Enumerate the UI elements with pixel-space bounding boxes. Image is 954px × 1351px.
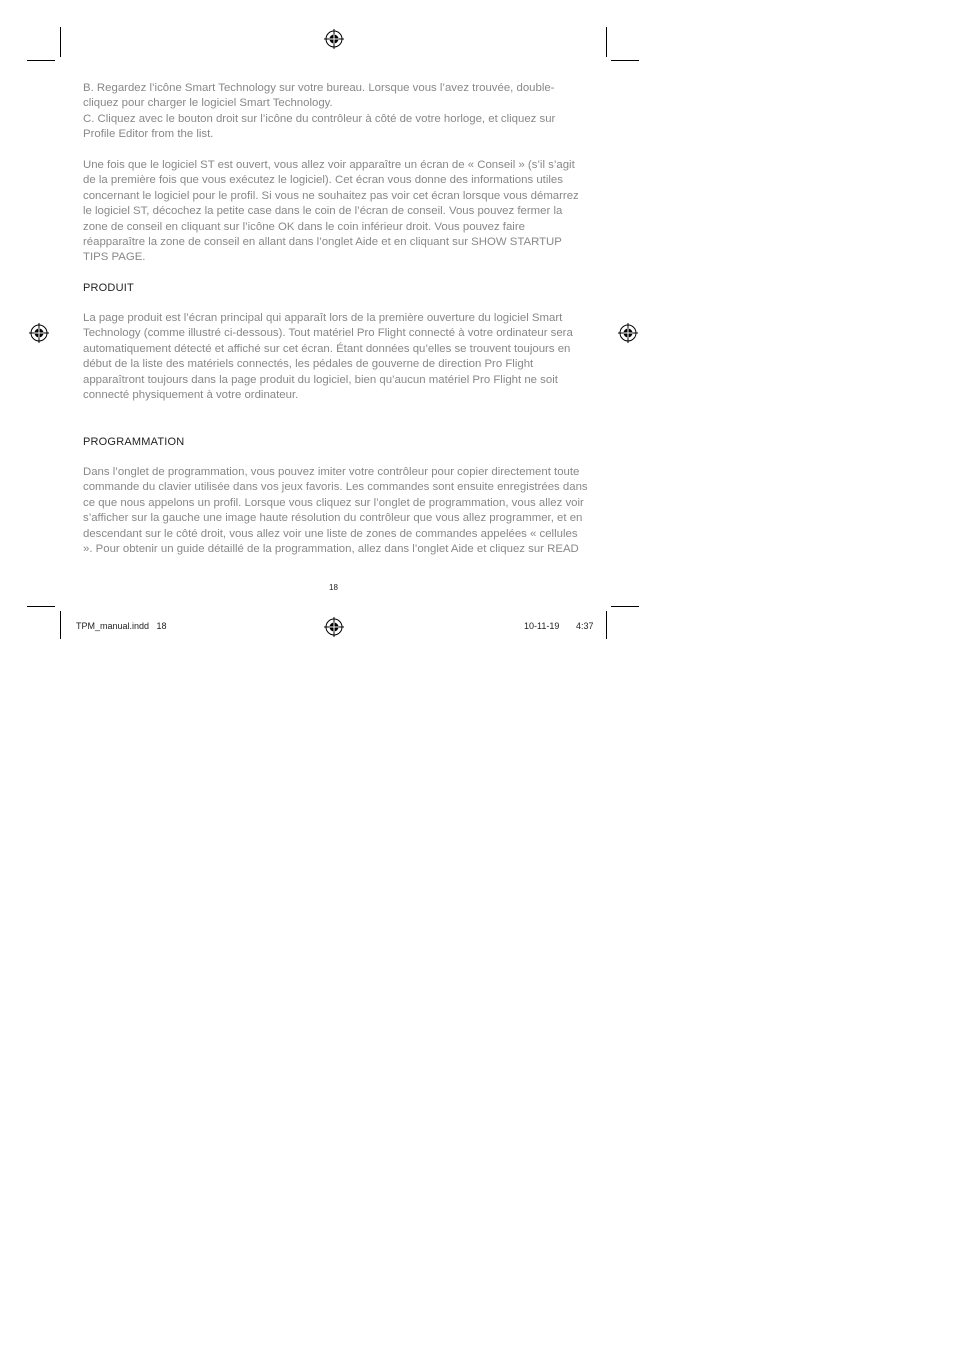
crop-mark <box>60 611 61 639</box>
registration-mark-icon <box>29 323 49 343</box>
crop-mark <box>611 60 639 61</box>
crop-mark <box>606 611 607 639</box>
slug-filename: TPM_manual.indd 18 <box>76 621 167 631</box>
section-heading-produit: PRODUIT <box>83 282 134 294</box>
crop-mark <box>60 27 61 57</box>
crop-mark <box>27 606 55 607</box>
paragraph-programmation: Dans l’onglet de programmation, vous pouvez imiter votre contrôleur pour copier directement toute commande du clavier utilisée dans vos jeux favoris. Les commandes sont ensuite enregistrées dans ce que nous appelons un profil. Lorsque vous cliquez sur l’onglet de programmation, vous allez voir s’afficher sur la gauche une image haute résolution du contrôleur que vous allez programmer, et en descendant sur le côté droit, vous allez voir une liste de zones de commandes appelées « cellules ». Pour obtenir un guide détaillé de la programmation, allez dans l’onglet Aide et cliquez sur READ <box>83 466 588 556</box>
registration-mark-icon <box>324 29 344 49</box>
registration-mark-icon <box>324 617 344 637</box>
crop-mark <box>611 606 639 607</box>
instructions-block <box>83 81 588 266</box>
paragraph-produit: La page produit est l’écran principal qui apparaît lors de la première ouverture du logiciel Smart Technology (comme illustré ci-dessous). Tout matériel Pro Flight connecté à votre ordinateur sera automatiquement détecté et affiché sur cet écran. Étant données qu’elles se trouvent toujours en début de la liste des matériels connectés, les pédales de gouverne de direction Pro Flight apparaîtront toujours dans la page produit du logiciel, bien qu’aucun matériel Pro Flight ne soit connecté physiquement à votre ordinateur. <box>83 312 573 402</box>
crop-mark <box>27 60 55 61</box>
paragraph-conseil: Une fois que le logiciel ST est ouvert, vous allez voir apparaître un écran de « Conseil » (s’il s’agit de la première fois que vous exécutez le logiciel). Cet écran vous donne des informations utiles concernant le logiciel pour le profil. Si vous ne souhaitez pas voir cet écran lorsque vous démarrez le logiciel ST, décochez la petite case dans le coin de l’écran de conseil. Vous pouvez fermer la zone de conseil en cliquant sur l’icône OK dans le coin inférieur droit. Vous pouvez faire réapparaître la zone de conseil en allant dans l’onglet Aide et en cliquant sur SHOW STARTUP TIPS PAGE. <box>83 159 579 264</box>
list-item-c: C. Cliquez avec le bouton droit sur l’icône du contrôleur à côté de votre horloge, et cliquez sur Profile Editor from the list. <box>83 112 556 141</box>
crop-mark <box>606 27 607 57</box>
slug-date: 10-11-19 <box>524 621 560 631</box>
list-item-b: B. Regardez l’icône Smart Technology sur votre bureau. Lorsque vous l’avez trouvée, double-cliquez pour charger le logiciel Smart Technology. <box>83 82 555 110</box>
section-heading-programmation: PROGRAMMATION <box>83 436 185 448</box>
slug-time: 4:37 <box>576 621 594 631</box>
page-number: 18 <box>329 583 338 592</box>
registration-mark-icon <box>618 323 638 343</box>
